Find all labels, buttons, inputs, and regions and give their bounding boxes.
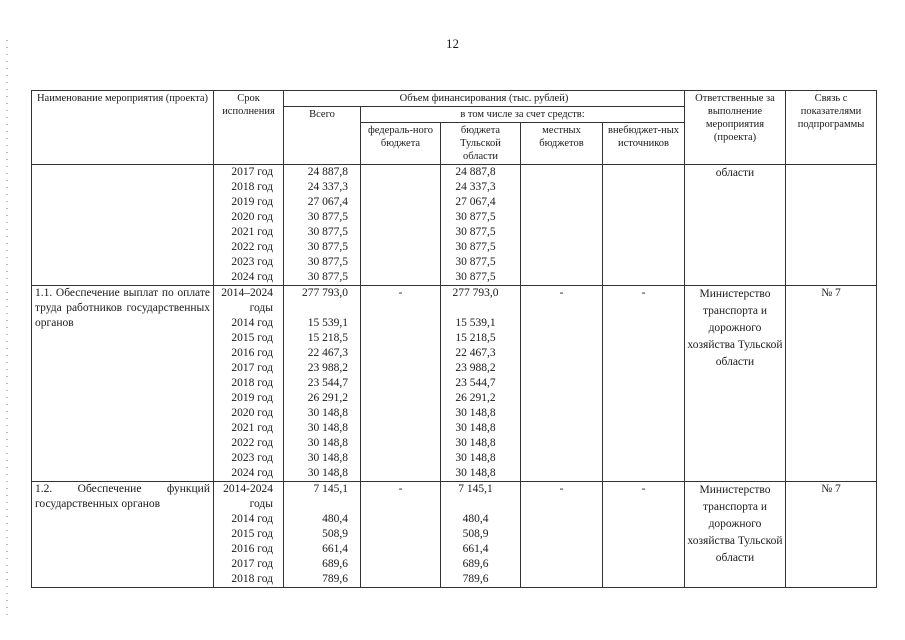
federal-value <box>361 466 440 481</box>
total-value: 789,6 <box>322 573 348 585</box>
term-value: 2021 год <box>231 422 273 434</box>
total-value <box>284 497 360 512</box>
term-value: 2019 год <box>231 196 273 208</box>
indicator-link-cell: № 7 <box>786 482 877 588</box>
term-value: 2024 год <box>231 271 273 283</box>
local-value <box>521 436 602 451</box>
extra-value: - <box>641 287 646 299</box>
federal-value <box>361 557 440 572</box>
margin-scan-dots <box>6 40 8 620</box>
regional-value: 7 145,1 <box>458 483 493 495</box>
total-value: 27 067,4 <box>307 196 348 208</box>
activity-name: 1.2. Обеспечение функций государственных органов <box>32 482 214 588</box>
regional-cell <box>441 482 521 588</box>
header-responsible: Ответственные за выполнение мероприятия (проекта) <box>685 91 786 165</box>
local-value <box>521 557 602 572</box>
regional-value: 508,9 <box>462 528 489 540</box>
federal-value <box>361 512 440 527</box>
extra-value <box>603 436 684 451</box>
total-value: 30 148,8 <box>307 467 348 479</box>
header-name: Наименование мероприятия (проекта) <box>32 91 214 165</box>
local-value <box>521 255 602 270</box>
federal-value <box>361 210 440 225</box>
regional-value: 30 877,5 <box>455 256 496 268</box>
regional-value: 15 539,1 <box>455 317 496 329</box>
regional-value: 23 544,7 <box>455 377 496 389</box>
federal-value <box>361 451 440 466</box>
header-total: Всего <box>284 107 361 165</box>
term-value: 2015 год <box>231 332 273 344</box>
local-value <box>521 497 602 512</box>
federal-cell <box>361 286 441 482</box>
local-value <box>521 180 602 195</box>
regional-value: 30 148,8 <box>455 422 496 434</box>
total-value: 480,4 <box>322 513 348 525</box>
federal-value <box>361 572 440 587</box>
extra-value <box>603 301 684 316</box>
total-value: 689,6 <box>322 558 348 570</box>
term-value: 2016 год <box>231 543 273 555</box>
term-value: 2023 год <box>231 452 273 464</box>
total-value: 30 148,8 <box>307 452 348 464</box>
extra-value <box>603 346 684 361</box>
federal-value <box>361 376 440 391</box>
local-value <box>521 270 602 285</box>
header-extra: внебюджет-ных источников <box>603 123 685 165</box>
regional-value: 26 291,2 <box>455 392 496 404</box>
responsible-cell: области <box>685 165 786 286</box>
total-cell <box>284 482 361 588</box>
total-cell <box>284 165 361 286</box>
page-number: 12 <box>446 36 459 51</box>
total-cell <box>284 286 361 482</box>
term-value: 2022 год <box>231 437 273 449</box>
extra-value <box>603 497 684 512</box>
extra-value <box>603 240 684 255</box>
federal-value <box>361 406 440 421</box>
term-value: 2018 год <box>231 573 273 585</box>
regional-value: 480,4 <box>462 513 489 525</box>
extra-value <box>603 572 684 587</box>
extra-value <box>603 225 684 240</box>
extra-value <box>603 406 684 421</box>
regional-value: 27 067,4 <box>455 196 496 208</box>
regional-value <box>441 497 520 512</box>
extra-value <box>603 316 684 331</box>
total-value: 277 793,0 <box>302 287 348 299</box>
extra-value <box>603 542 684 557</box>
federal-value <box>361 542 440 557</box>
term-value: годы <box>249 302 273 314</box>
total-value: 15 218,5 <box>307 332 348 344</box>
extra-value <box>603 557 684 572</box>
term-value: 2014 год <box>231 513 273 525</box>
extra-value <box>603 270 684 285</box>
extra-cell <box>603 482 685 588</box>
regional-value: 30 877,5 <box>455 211 496 223</box>
header-term: Срок исполнения <box>214 91 284 165</box>
local-value <box>521 361 602 376</box>
section-row <box>32 165 877 286</box>
federal-value <box>361 316 440 331</box>
extra-value <box>603 361 684 376</box>
regional-value: 30 148,8 <box>455 437 496 449</box>
extra-value <box>603 255 684 270</box>
regional-value: 789,6 <box>462 573 489 585</box>
extra-value <box>603 512 684 527</box>
regional-value: 30 148,8 <box>455 407 496 419</box>
extra-value <box>603 466 684 481</box>
term-cell <box>214 286 284 482</box>
regional-cell <box>441 286 521 482</box>
financing-table <box>31 90 877 588</box>
local-value <box>521 572 602 587</box>
extra-value <box>603 331 684 346</box>
term-value: 2014-2024 <box>223 483 273 495</box>
indicator-link-cell: № 7 <box>786 286 877 482</box>
total-value: 661,4 <box>322 543 348 555</box>
local-value <box>521 225 602 240</box>
federal-value <box>361 301 440 316</box>
federal-value <box>361 240 440 255</box>
header-regional: бюджета Тульской области <box>441 123 521 165</box>
regional-value: 30 148,8 <box>455 452 496 464</box>
federal-value: - <box>398 287 403 299</box>
term-value: 2014–2024 <box>221 287 273 299</box>
term-value: 2017 год <box>231 166 273 178</box>
total-value: 30 148,8 <box>307 422 348 434</box>
federal-cell <box>361 165 441 286</box>
local-value <box>521 240 602 255</box>
term-value: 2020 год <box>231 407 273 419</box>
federal-value <box>361 225 440 240</box>
total-value: 7 145,1 <box>313 483 348 495</box>
federal-value <box>361 195 440 210</box>
federal-value <box>361 497 440 512</box>
local-value <box>521 391 602 406</box>
local-value <box>521 542 602 557</box>
total-value: 15 539,1 <box>307 317 348 329</box>
term-value: 2023 год <box>231 256 273 268</box>
local-value <box>521 466 602 481</box>
total-value: 23 544,7 <box>307 377 348 389</box>
regional-value: 30 877,5 <box>455 241 496 253</box>
term-value: годы <box>249 498 273 510</box>
table-body <box>32 165 877 588</box>
total-value: 24 887,8 <box>307 166 348 178</box>
term-value: 2017 год <box>231 362 273 374</box>
activity-name: 1.1. Обеспечение выплат по оплате труда работников государственных органов <box>32 286 214 482</box>
total-value: 30 877,5 <box>307 241 348 253</box>
regional-value: 277 793,0 <box>452 287 499 299</box>
federal-value <box>361 255 440 270</box>
local-value <box>521 376 602 391</box>
extra-value: - <box>641 483 646 495</box>
total-value: 30 877,5 <box>307 211 348 223</box>
extra-value <box>603 391 684 406</box>
header-including: в том числе за счет средств: <box>361 107 685 123</box>
section-row <box>32 286 877 482</box>
header-local: местных бюджетов <box>521 123 603 165</box>
section-row <box>32 482 877 588</box>
term-cell <box>214 165 284 286</box>
local-value <box>521 421 602 436</box>
extra-cell <box>603 286 685 482</box>
term-value: 2018 год <box>231 181 273 193</box>
activity-name <box>32 165 214 286</box>
extra-value <box>603 210 684 225</box>
term-value: 2022 год <box>231 241 273 253</box>
regional-value: 24 887,8 <box>455 166 496 178</box>
term-value: 2021 год <box>231 226 273 238</box>
total-value <box>284 301 360 316</box>
regional-value: 661,4 <box>462 543 489 555</box>
extra-value <box>603 451 684 466</box>
local-value <box>521 316 602 331</box>
term-value: 2016 год <box>231 347 273 359</box>
responsible-cell: Министерство транспорта и дорожного хозяйства Тульской области <box>685 286 786 482</box>
total-value: 24 337,3 <box>307 181 348 193</box>
local-cell <box>521 482 603 588</box>
local-value <box>521 406 602 421</box>
term-value: 2014 год <box>231 317 273 329</box>
term-value: 2015 год <box>231 528 273 540</box>
local-value <box>521 527 602 542</box>
local-value <box>521 165 602 180</box>
regional-value <box>441 301 520 316</box>
regional-value: 30 877,5 <box>455 226 496 238</box>
federal-value <box>361 331 440 346</box>
total-value: 30 877,5 <box>307 271 348 283</box>
total-value: 508,9 <box>322 528 348 540</box>
regional-value: 22 467,3 <box>455 347 496 359</box>
federal-value <box>361 436 440 451</box>
term-value: 2019 год <box>231 392 273 404</box>
extra-value <box>603 421 684 436</box>
total-value: 30 877,5 <box>307 256 348 268</box>
extra-value <box>603 527 684 542</box>
total-value: 30 148,8 <box>307 437 348 449</box>
local-value <box>521 346 602 361</box>
regional-value: 24 337,3 <box>455 181 496 193</box>
federal-value <box>361 421 440 436</box>
total-value: 23 988,2 <box>307 362 348 374</box>
federal-value <box>361 527 440 542</box>
term-value: 2017 год <box>231 558 273 570</box>
total-value: 26 291,2 <box>307 392 348 404</box>
term-cell <box>214 482 284 588</box>
local-value: - <box>559 287 564 299</box>
extra-value <box>603 376 684 391</box>
local-value <box>521 195 602 210</box>
federal-value <box>361 361 440 376</box>
federal-value <box>361 165 440 180</box>
local-value <box>521 451 602 466</box>
extra-value <box>603 195 684 210</box>
regional-value: 689,6 <box>462 558 489 570</box>
total-value: 30 148,8 <box>307 407 348 419</box>
header-link: Связь с показателями подпрограммы <box>786 91 877 165</box>
indicator-link-cell <box>786 165 877 286</box>
total-value: 22 467,3 <box>307 347 348 359</box>
extra-value <box>603 180 684 195</box>
term-value: 2018 год <box>231 377 273 389</box>
regional-cell <box>441 165 521 286</box>
local-value <box>521 512 602 527</box>
local-value <box>521 301 602 316</box>
total-value: 30 877,5 <box>307 226 348 238</box>
federal-value: - <box>398 483 403 495</box>
local-value: - <box>559 483 564 495</box>
extra-value <box>603 165 684 180</box>
federal-value <box>361 180 440 195</box>
local-cell <box>521 165 603 286</box>
regional-value: 23 988,2 <box>455 362 496 374</box>
responsible-cell: Министерство транспорта и дорожного хозяйства Тульской области <box>685 482 786 588</box>
federal-cell <box>361 482 441 588</box>
federal-value <box>361 346 440 361</box>
header-federal: федераль-ного бюджета <box>361 123 441 165</box>
local-value <box>521 331 602 346</box>
extra-cell <box>603 165 685 286</box>
header-funding: Объем финансирования (тыс. рублей) <box>284 91 685 107</box>
federal-value <box>361 270 440 285</box>
regional-value: 30 877,5 <box>455 271 496 283</box>
federal-value <box>361 391 440 406</box>
term-value: 2020 год <box>231 211 273 223</box>
regional-value: 15 218,5 <box>455 332 496 344</box>
term-value: 2024 год <box>231 467 273 479</box>
local-cell <box>521 286 603 482</box>
regional-value: 30 148,8 <box>455 467 496 479</box>
local-value <box>521 210 602 225</box>
